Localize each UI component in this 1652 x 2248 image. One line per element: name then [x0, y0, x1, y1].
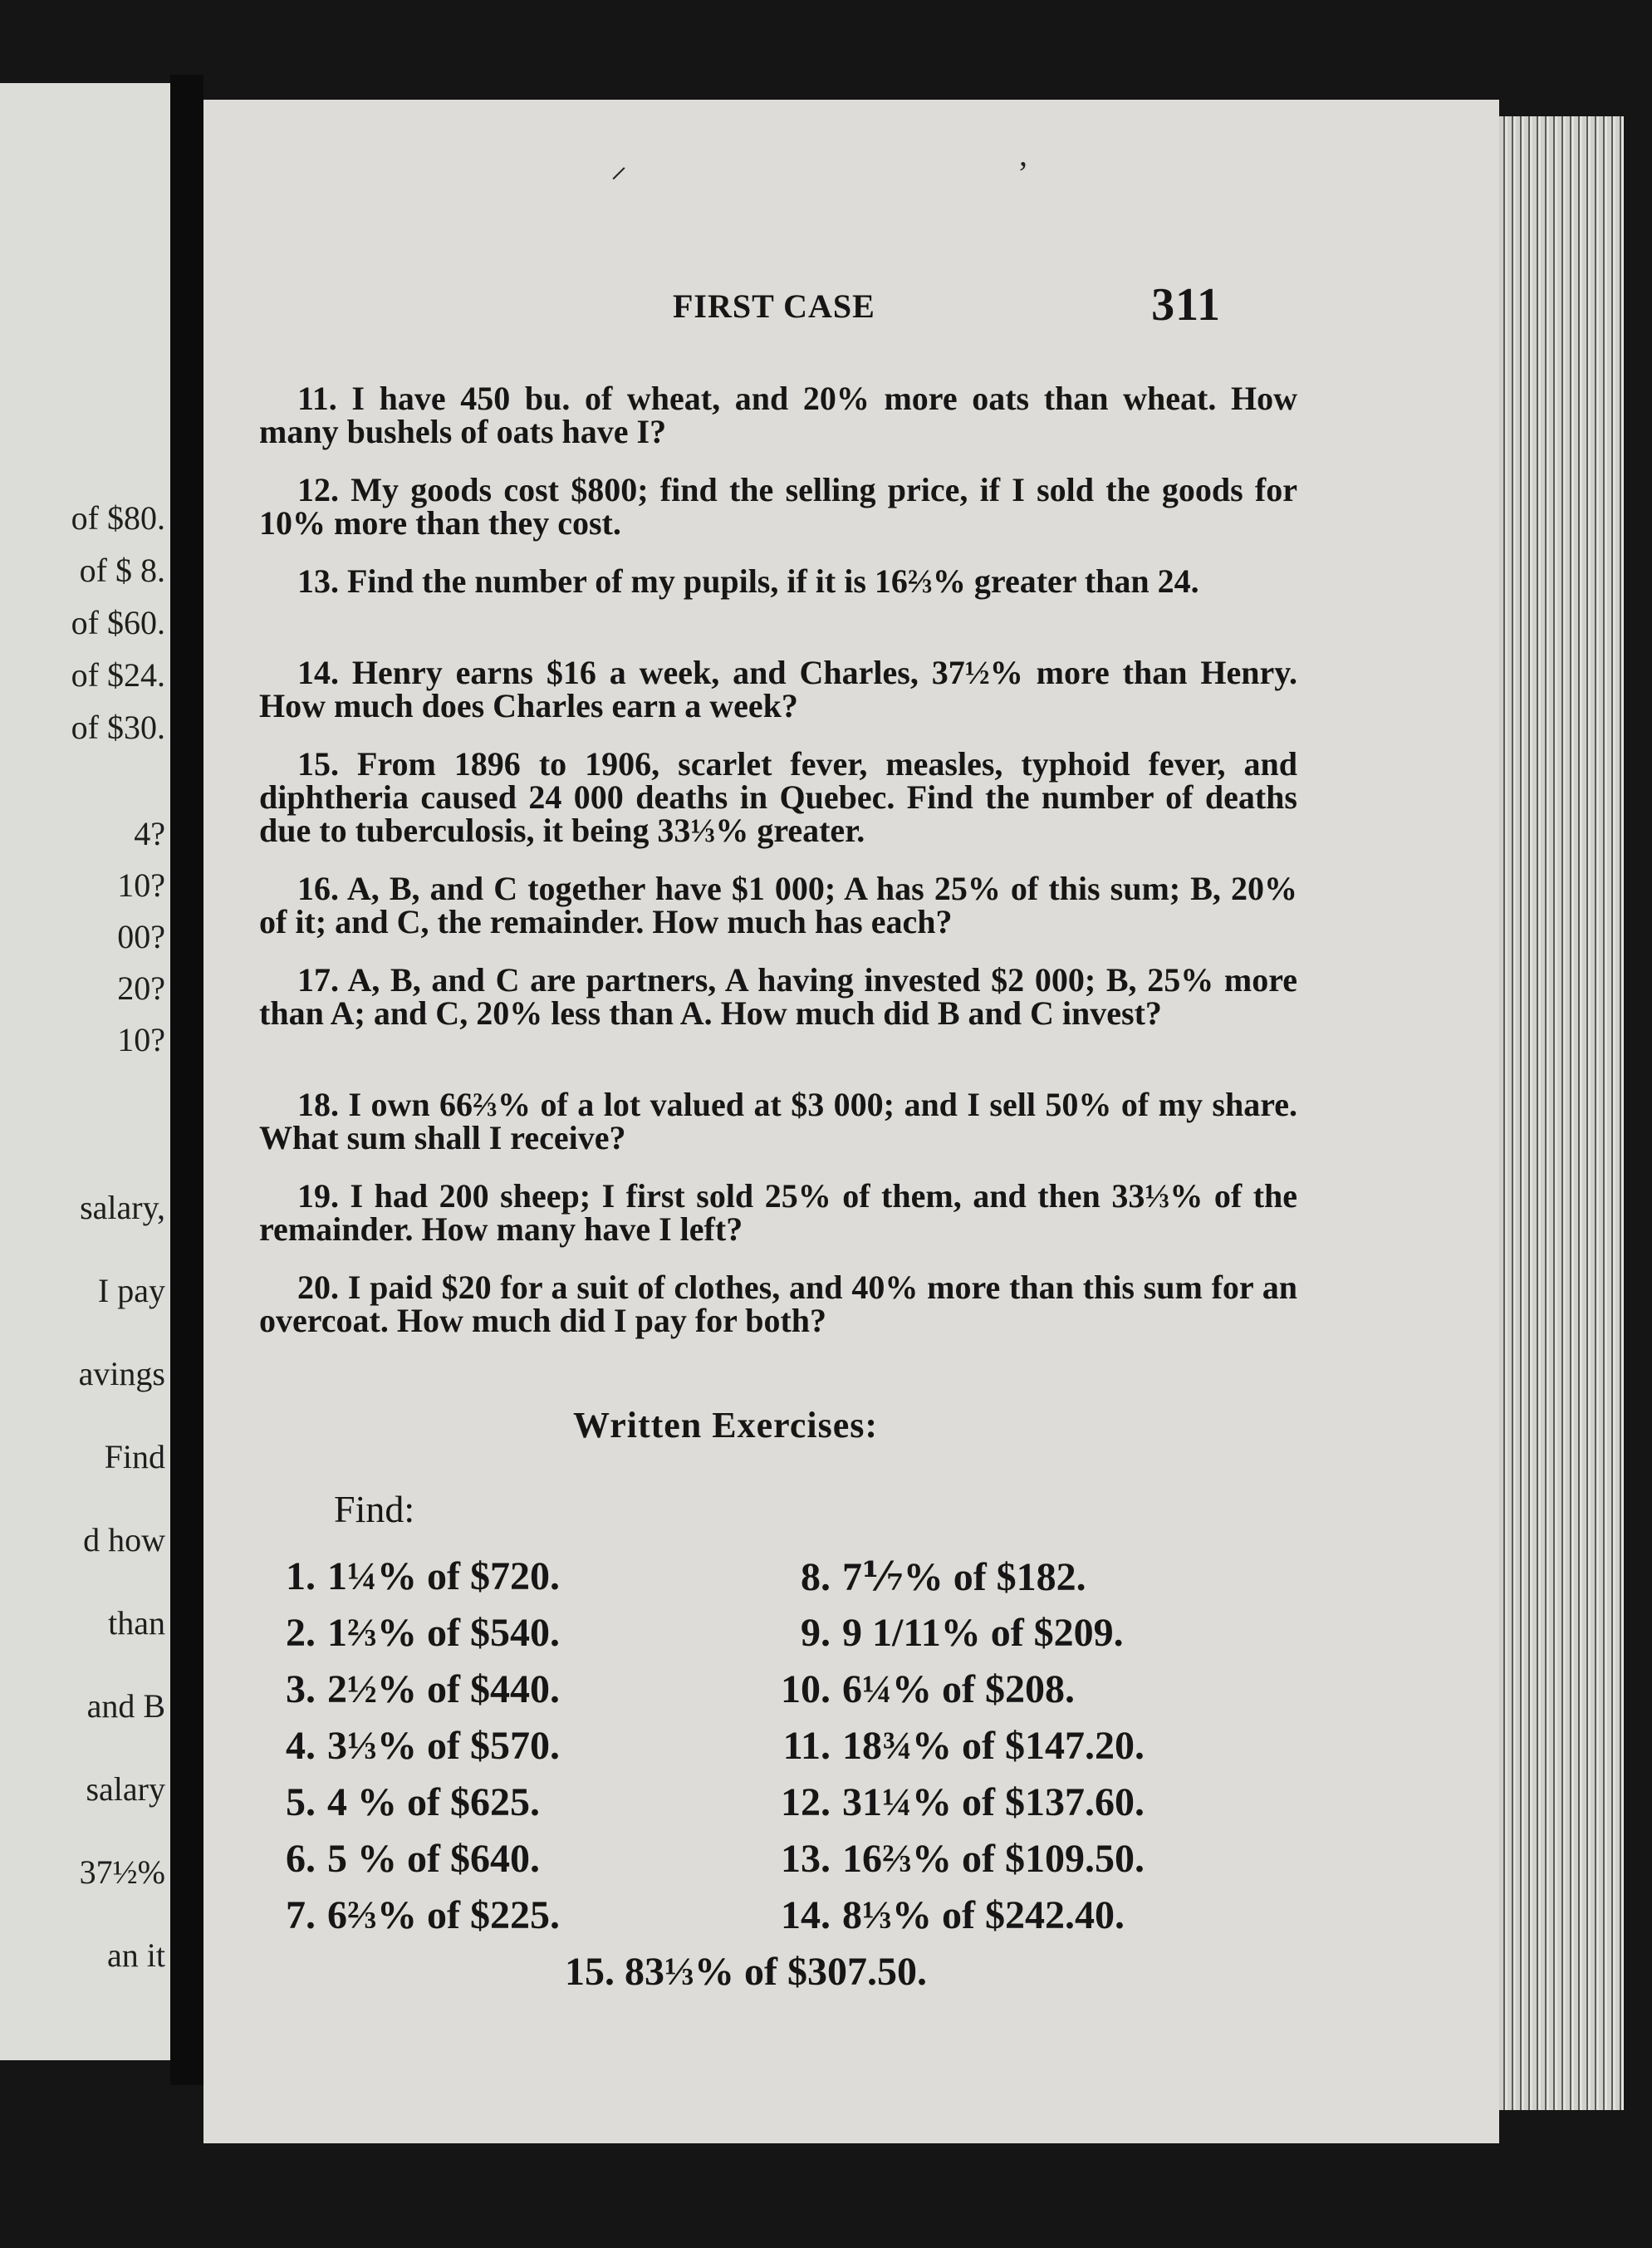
- exercise-text: 83⅓% of $307.50.: [625, 1950, 927, 1994]
- section-heading: Written Exercises:: [573, 1405, 879, 1445]
- left-page-line: 10?: [117, 866, 165, 904]
- problem-number: 13.: [297, 562, 339, 600]
- problem-12: [259, 471, 1298, 542]
- left-page-line: I pay: [97, 1272, 165, 1309]
- left-page-line: of $80.: [71, 499, 165, 537]
- ink-speck: ʼ: [1017, 155, 1029, 192]
- page-number: 311: [1151, 279, 1221, 331]
- problem-number: 12.: [297, 471, 339, 508]
- running-title: FIRST CASE: [673, 287, 875, 325]
- left-page-line: than: [108, 1604, 165, 1642]
- problem-18: [259, 1088, 1297, 1155]
- problem-14: [259, 656, 1297, 723]
- problem-text: I have 450 bu. of wheat, and 20% more oats than wheat. How many bushels of oats have I?: [259, 380, 1297, 450]
- left-page-line: salary,: [80, 1189, 165, 1226]
- problem-text: A, B, and C are partners, A having invested $2 000; B, 25% more than A; and C, 20% less than A. How much did B and C invest?: [259, 961, 1297, 1032]
- left-page-line: 4?: [134, 815, 165, 852]
- problem-number: 18.: [297, 1086, 339, 1123]
- exercise-number: 12.: [781, 1780, 831, 1824]
- problem-number: 15.: [297, 745, 339, 783]
- left-page-line: d how: [83, 1521, 165, 1558]
- book-gutter: [170, 75, 203, 2085]
- exercise-number: 5.: [286, 1780, 316, 1824]
- problem-20: [259, 1271, 1297, 1338]
- problem-number: 16.: [297, 870, 339, 907]
- exercise-item: [748, 1892, 1179, 1949]
- exercise-item: [748, 1836, 1179, 1892]
- exercise-number: 14.: [781, 1893, 831, 1937]
- problem-11: [259, 382, 1297, 449]
- problem-number: 17.: [297, 961, 339, 999]
- exercise-number: 8.: [801, 1555, 831, 1599]
- left-page-line: and B: [86, 1687, 165, 1725]
- exercise-text: 6⅔% of $225.: [327, 1893, 560, 1937]
- problem-number: 20.: [297, 1269, 339, 1306]
- left-page-line: of $30.: [71, 709, 165, 746]
- exercise-text: 6¼% of $208.: [842, 1667, 1075, 1711]
- left-page-line: Find: [104, 1438, 165, 1475]
- exercise-number: 1.: [286, 1554, 316, 1598]
- exercise-text: 2½% of $440.: [327, 1667, 560, 1711]
- exercise-text: 7⅐% of $182.: [842, 1555, 1086, 1599]
- problem-19: [259, 1177, 1298, 1248]
- left-page-line: 20?: [117, 969, 165, 1007]
- exercise-number: 4.: [286, 1724, 316, 1768]
- problem-number: 11.: [297, 380, 337, 417]
- problem-13: [259, 562, 1297, 600]
- problem-text: I paid $20 for a suit of clothes, and 40% more than this sum for an overcoat. How much did I pay for both?: [259, 1269, 1298, 1339]
- exercise-number: 15.: [565, 1950, 615, 1994]
- exercise-item: [257, 1553, 689, 1610]
- exercise-number: 9.: [801, 1611, 831, 1655]
- exercise-item: [257, 1666, 689, 1723]
- problem-text: I had 200 sheep; I first sold 25% of them, and then 33⅓% of the remainder. How many have I left?: [259, 1177, 1298, 1248]
- left-page-line: salary: [86, 1770, 165, 1808]
- left-page-line: 00?: [117, 918, 165, 955]
- left-facing-page: [0, 83, 170, 2060]
- problem-number: 19.: [297, 1177, 339, 1215]
- exercise-item: [257, 1723, 689, 1779]
- exercise-item: [748, 1779, 1179, 1836]
- problem-17: [259, 961, 1297, 1032]
- exercise-text: 3⅓% of $570.: [327, 1724, 560, 1768]
- exercise-text: 4 % of $625.: [327, 1780, 540, 1824]
- problem-text: I own 66⅔% of a lot valued at $3 000; and I sell 50% of my share. What sum shall I receive?: [259, 1086, 1297, 1156]
- exercise-item: [257, 1779, 689, 1836]
- exercise-text: 18¾% of $147.20.: [842, 1724, 1145, 1768]
- ink-speck: ⸝: [610, 147, 627, 184]
- exercise-text: 31¼% of $137.60.: [842, 1780, 1145, 1824]
- problem-text: Find the number of my pupils, if it is 16⅔% greater than 24.: [347, 562, 1199, 600]
- left-page-line: avings: [78, 1355, 165, 1392]
- exercise-text: 1¼% of $720.: [327, 1554, 560, 1598]
- exercise-text: 16⅔% of $109.50.: [842, 1837, 1145, 1881]
- problem-text: A, B, and C together have $1 000; A has 25% of this sum; B, 20% of it; and C, the remainder. How much has each?: [259, 870, 1297, 940]
- problem-text: My goods cost $800; find the selling price, if I sold the goods for 10% more than they cost.: [259, 471, 1298, 542]
- problem-15: [259, 745, 1297, 849]
- exercise-column-right: [748, 1553, 1179, 1949]
- exercise-text: 9 1/11% of $209.: [842, 1611, 1124, 1655]
- exercise-number: 10.: [781, 1667, 831, 1711]
- exercise-number: 13.: [781, 1837, 831, 1881]
- exercise-text: 8⅓% of $242.40.: [842, 1893, 1125, 1937]
- left-page-line: an it: [107, 1936, 165, 1974]
- left-page-line: of $60.: [71, 604, 165, 641]
- exercise-item: [748, 1610, 1179, 1666]
- exercise-number: 11.: [782, 1724, 831, 1768]
- left-page-line: of $24.: [71, 656, 165, 694]
- left-page-line: 37½%: [79, 1853, 165, 1891]
- problem-16: [259, 872, 1297, 939]
- exercise-text: 5 % of $640.: [327, 1837, 540, 1881]
- problem-number: 14.: [297, 654, 339, 691]
- exercise-item: [257, 1892, 689, 1949]
- problem-text: From 1896 to 1906, scarlet fever, measles, typhoid fever, and diphtheria caused 24 000 deaths in Quebec. Find the number of deaths due to tuberculosis, it being 33⅓% greater.: [259, 745, 1297, 849]
- exercise-item: [257, 1610, 689, 1666]
- exercise-item: [748, 1723, 1179, 1779]
- exercise-number: 2.: [286, 1611, 316, 1655]
- find-label: Find:: [334, 1488, 415, 1530]
- exercise-item-15: [565, 1949, 927, 1995]
- left-page-line: of $ 8.: [79, 552, 165, 589]
- page-edges: [1499, 116, 1624, 2110]
- exercise-text: 1⅔% of $540.: [327, 1611, 560, 1655]
- exercise-number: 7.: [286, 1893, 316, 1937]
- exercise-number: 3.: [286, 1667, 316, 1711]
- exercise-item: [257, 1836, 689, 1892]
- exercise-item: [748, 1666, 1179, 1723]
- problem-text: Henry earns $16 a week, and Charles, 37½% more than Henry. How much does Charles earn a week?: [259, 654, 1298, 724]
- exercise-column-left: [257, 1553, 689, 1949]
- exercise-number: 6.: [286, 1837, 316, 1881]
- left-page-line: 10?: [117, 1021, 165, 1058]
- exercise-item: [748, 1553, 1179, 1610]
